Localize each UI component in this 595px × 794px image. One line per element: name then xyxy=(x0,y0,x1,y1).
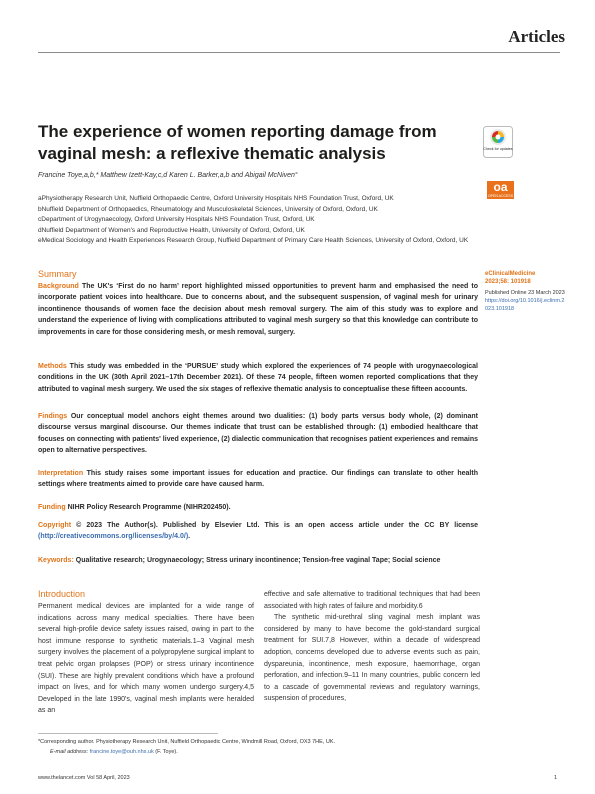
background-label: Background xyxy=(38,283,79,290)
findings-text: Our conceptual model anchors eight themes around two dualities: (1) body parts versus body whole, (2) dominant discourse versus marginal discourse. Our themes indicate that trust can be established through: (1) embodied healthcare that focuses on connecting with patients' lived experience, (2) dialectic communication that recognises patient experiences and remains open to alternative perspectives. xyxy=(38,413,478,455)
methods-text: This study was embedded in the ‘PURSUE’ study which explored the experiences of 74 people with urogynaecological conditions in the UK (30th April 2021–17th December 2021). Of these 74 people, fifteen women reported complications that they attributed to vaginal mesh surgery. We used the six stages of reflexive thematic analysis to conceptualise these fifteen accounts. xyxy=(38,363,478,393)
keywords-text: Qualitative research; Urogynaecology; Stress urinary incontinence; Tension-free vaginal Tape; Social science xyxy=(75,557,441,564)
email-label: E-mail address: xyxy=(50,748,89,755)
open-access-badge xyxy=(487,181,514,199)
email-link[interactable]: francine.toye@ouh.nhs.uk xyxy=(89,748,154,755)
article-sidebar xyxy=(485,270,565,313)
email-line xyxy=(38,748,478,758)
check-for-updates-badge[interactable] xyxy=(483,126,513,158)
keywords-label: Keywords: xyxy=(38,557,74,564)
article-number: 2023;58: 101918 xyxy=(485,279,531,285)
corresponding-author: *Corresponding author. Physiotherapy Research Unit, Nuffield Orthopaedic Centre, Windmill Road, Oxford, OX3 7HE, UK. xyxy=(38,739,336,745)
abstract-funding xyxy=(38,502,478,513)
check-updates-icon xyxy=(483,126,513,158)
methods-label: Methods xyxy=(38,363,67,370)
interpretation-label: Interpretation xyxy=(38,470,84,477)
copyright-text: © 2023 The Author(s). Published by Elsevier Ltd. This is an open access article under the CC BY license xyxy=(76,522,478,529)
oa-sublabel: OPEN ACCESS xyxy=(487,194,514,198)
copyright-label: Copyright xyxy=(38,522,72,529)
interpretation-text: This study raises some important issues for education and practice. Our findings can translate to other health settings where treatments aimed to provide care have caused harm. xyxy=(38,470,478,489)
page-number: 1 xyxy=(553,775,557,781)
article-title: The experience of women reporting damage from vaginal mesh: a reflexive thematic analysis xyxy=(38,122,437,163)
footnote-rule xyxy=(38,733,218,734)
license-link[interactable]: (http://creativecommons.org/licenses/by/4.0/) xyxy=(38,533,189,541)
section-label: Articles xyxy=(508,27,565,46)
footer-journal: www.thelancet.com Vol 58 April, 2023 xyxy=(38,775,130,781)
abstract-findings xyxy=(38,411,478,457)
affiliation: eMedical Sociology and Health Experiences Research Group, Nuffield Department of Primary Care Health Sciences, University of Oxford, Oxford, UK xyxy=(38,237,469,245)
check-updates-label: Check for updates xyxy=(483,147,513,151)
email-suffix: (F. Toye). xyxy=(155,748,178,755)
introduction-heading: Introduction xyxy=(38,589,86,599)
doi-link[interactable]: https://doi.org/10.1016/j.eclinm.2023.101918 xyxy=(485,298,565,312)
copyright-end: . xyxy=(188,533,191,541)
findings-label: Findings xyxy=(38,413,68,420)
abstract-background xyxy=(38,281,478,338)
abstract-copyright xyxy=(38,520,478,543)
intro-column-1: Permanent medical devices are implanted for a wide range of indications across many medical specialties. There have been several high-profile device safety issues raised, owing in part to the host immune response to synthetic materials.1–3 Vaginal mesh surgery involves the placement of a polypropylene surgical implant to treat pelvic organ prolapses (POP) or stress urinary incontinence (SUI). These are highly prevalent conditions which have a profound impact on lives, and for which many women undergo surgery.4,5 Developed in the late 1990's, vaginal mesh implants were heralded as an xyxy=(38,603,254,715)
summary-heading: Summary xyxy=(38,269,77,279)
author-list: Francine Toye,a,b,* Matthew Izett-Kay,c,d Karen L. Barker,a,b and Abigail McNiven° xyxy=(38,172,298,179)
background-text: The UK's ‘First do no harm’ report highlighted missed opportunities to prevent harm and emphasised the need to incorporate patient voices into healthcare. Due to concerns about, and the subsequent suspension, of vaginal mesh for urinary incontinence thousands of women face the decision about mesh removal surgery. The aim of this study was to explore and understand the experience of living with complications attributed to vaginal mesh surgery so that this knowledge can contribute to improvements in care for those considering mesh, or mesh removal, surgery. xyxy=(38,283,478,336)
footnote xyxy=(38,738,478,757)
intro-column-2 xyxy=(264,589,480,705)
intro-paragraph: effective and safe alternative to traditional techniques that had been associated with high rates of failure and morbidity.6 xyxy=(264,591,480,610)
journal-name: eClinicalMedicine xyxy=(485,271,536,277)
affiliation: bNuffield Department of Orthopaedics, Rheumatology and Musculoskeletal Sciences, University of Oxford, Oxford, UK xyxy=(38,205,378,213)
keywords xyxy=(38,555,478,566)
funding-label: Funding xyxy=(38,504,66,511)
affiliation: cDepartment of Urogynaecology, Oxford University Hospitals NHS Foundation Trust, Oxford, UK xyxy=(38,216,315,224)
published-date: Published Online 23 March 2023 xyxy=(485,290,565,296)
affiliation: aPhysiotherapy Research Unit, Nuffield Orthopaedic Centre, Oxford University Hospitals NHS Foundation Trust, Oxford, UK xyxy=(38,195,394,202)
abstract-methods xyxy=(38,361,478,395)
affiliation: dNuffield Department of Women's and Reproductive Health, University of Oxford, Oxford, UK xyxy=(38,226,305,234)
header-rule xyxy=(38,52,560,53)
funding-text: NIHR Policy Research Programme (NIHR202450). xyxy=(67,504,231,511)
oa-label: oa xyxy=(493,180,508,194)
affiliations xyxy=(38,194,488,247)
abstract-interpretation xyxy=(38,468,478,491)
intro-paragraph: The synthetic mid-urethral sling vaginal mesh implant was considered by many to have become the gold-standard surgical treatment for SUI.7,8 However, within a decade of widespread adoption, concerns developed due to adverse events such as pain, dyspareunia, incontinence, mesh exposure, haemorrhage, organ perforation, and infection.9–11 In many countries, public concern led to a cascade of governmental reviews and regulatory warnings, suspension of procedures, xyxy=(264,614,480,703)
